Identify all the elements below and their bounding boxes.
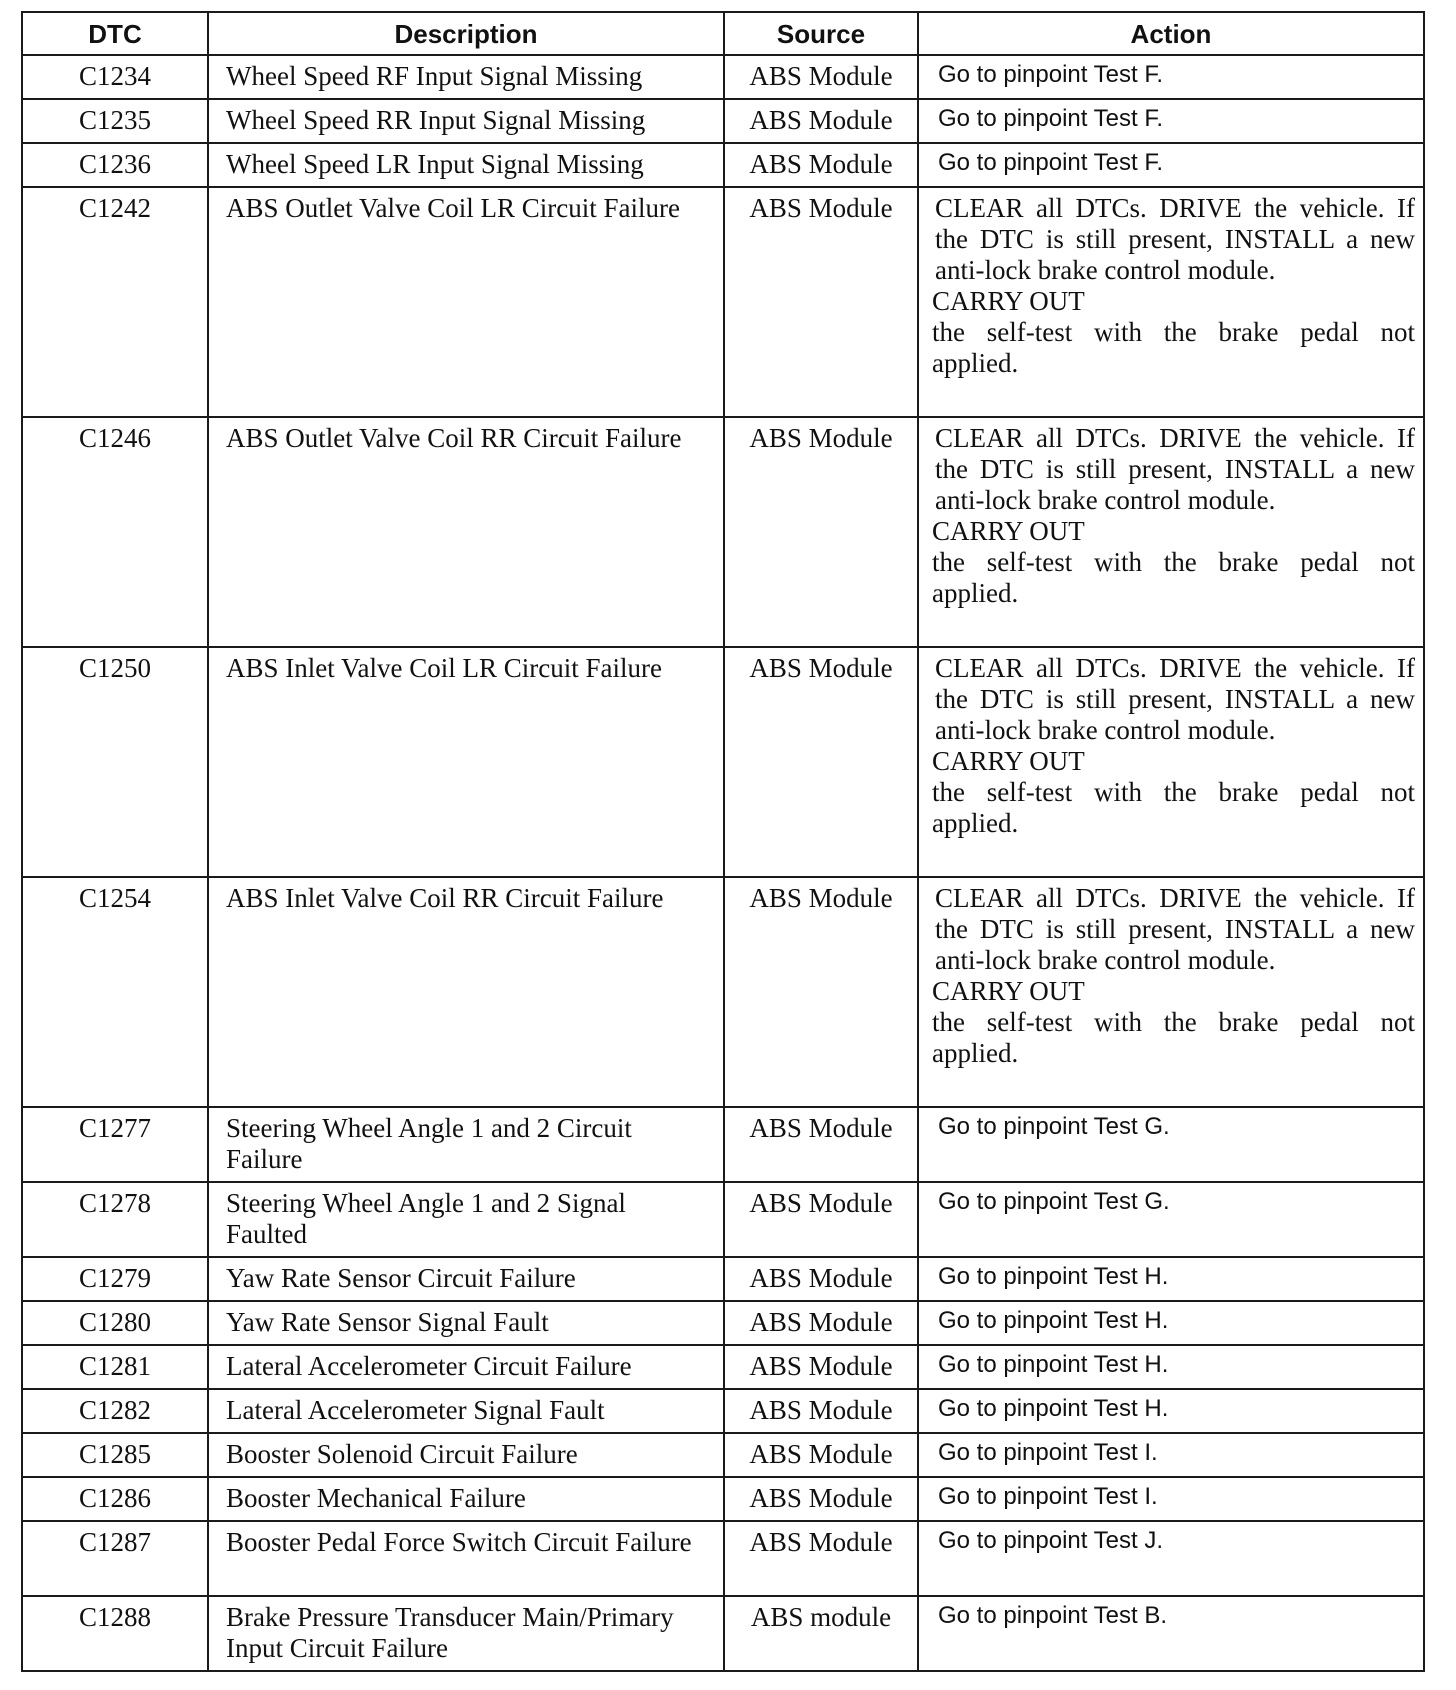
action-cell	[918, 187, 1424, 417]
source-cell: ABS Module	[724, 1477, 918, 1521]
description-cell: Yaw Rate Sensor Signal Fault	[208, 1301, 724, 1345]
dtc-code-cell: C1280	[22, 1301, 208, 1345]
action-text: CARRY OUT	[932, 286, 1085, 316]
action-text: Go to pinpoint Test H.	[938, 1395, 1169, 1422]
action-text: the self-test with the brake pedal not applied.	[932, 547, 1415, 608]
source-cell: ABS Module	[724, 417, 918, 647]
action-cell	[918, 1182, 1424, 1257]
dtc-code-cell: C1235	[22, 99, 208, 143]
action-text: CLEAR all DTCs. DRIVE the vehicle. If the DTC is still present, INSTALL a new anti-lock brake control module.	[935, 423, 1415, 515]
action-cell	[918, 55, 1424, 99]
source-cell: ABS Module	[724, 55, 918, 99]
table-row	[22, 1477, 1424, 1521]
table-row	[22, 1301, 1424, 1345]
action-text: the self-test with the brake pedal not applied.	[932, 317, 1415, 378]
dtc-code-cell: C1281	[22, 1345, 208, 1389]
action-text: Go to pinpoint Test J.	[938, 1527, 1164, 1554]
table-row	[22, 1345, 1424, 1389]
action-text: Go to pinpoint Test H.	[938, 1351, 1169, 1378]
dtc-code-cell: C1236	[22, 143, 208, 187]
action-text: the self-test with the brake pedal not applied.	[932, 1007, 1415, 1068]
description-cell: Steering Wheel Angle 1 and 2 Circuit Failure	[208, 1107, 724, 1182]
source-cell: ABS Module	[724, 1107, 918, 1182]
table-row	[22, 1521, 1424, 1596]
table-row	[22, 1107, 1424, 1182]
header-source: Source	[724, 12, 918, 55]
source-cell: ABS module	[724, 1596, 918, 1671]
dtc-code-cell: C1282	[22, 1389, 208, 1433]
source-cell: ABS Module	[724, 647, 918, 877]
source-cell: ABS Module	[724, 1182, 918, 1257]
source-cell: ABS Module	[724, 1389, 918, 1433]
dtc-code-cell: C1279	[22, 1257, 208, 1301]
action-text: Go to pinpoint Test F.	[938, 61, 1164, 88]
action-text: Go to pinpoint Test H.	[938, 1263, 1169, 1290]
source-cell: ABS Module	[724, 1433, 918, 1477]
description-cell: ABS Outlet Valve Coil LR Circuit Failure	[208, 187, 724, 417]
action-cell	[918, 1521, 1424, 1596]
action-text: CARRY OUT	[932, 746, 1085, 776]
source-cell: ABS Module	[724, 143, 918, 187]
action-cell	[918, 1257, 1424, 1301]
table-row	[22, 877, 1424, 1107]
table-body	[22, 55, 1424, 1671]
dtc-code-cell: C1288	[22, 1596, 208, 1671]
action-cell	[918, 1433, 1424, 1477]
action-cell	[918, 647, 1424, 877]
action-cell	[918, 877, 1424, 1107]
source-cell: ABS Module	[724, 1301, 918, 1345]
action-text: Go to pinpoint Test F.	[938, 149, 1164, 176]
action-text: Go to pinpoint Test G.	[938, 1113, 1170, 1140]
action-text: CLEAR all DTCs. DRIVE the vehicle. If the DTC is still present, INSTALL a new anti-lock brake control module.	[935, 883, 1415, 975]
description-cell: Lateral Accelerometer Signal Fault	[208, 1389, 724, 1433]
table-row	[22, 143, 1424, 187]
action-cell	[918, 1389, 1424, 1433]
table-row	[22, 1596, 1424, 1671]
action-text: CLEAR all DTCs. DRIVE the vehicle. If the DTC is still present, INSTALL a new anti-lock brake control module.	[935, 193, 1415, 285]
table-row	[22, 647, 1424, 877]
dtc-code-cell: C1234	[22, 55, 208, 99]
table-row	[22, 1182, 1424, 1257]
description-cell: Booster Solenoid Circuit Failure	[208, 1433, 724, 1477]
source-cell: ABS Module	[724, 1345, 918, 1389]
description-cell: Yaw Rate Sensor Circuit Failure	[208, 1257, 724, 1301]
action-text: Go to pinpoint Test G.	[938, 1188, 1170, 1215]
description-cell: Wheel Speed LR Input Signal Missing	[208, 143, 724, 187]
table-row	[22, 1257, 1424, 1301]
description-cell: ABS Outlet Valve Coil RR Circuit Failure	[208, 417, 724, 647]
action-cell	[918, 1301, 1424, 1345]
header-action: Action	[918, 12, 1424, 55]
description-cell: ABS Inlet Valve Coil RR Circuit Failure	[208, 877, 724, 1107]
description-cell: Steering Wheel Angle 1 and 2 Signal Faulted	[208, 1182, 724, 1257]
dtc-code-cell: C1286	[22, 1477, 208, 1521]
table-row	[22, 1389, 1424, 1433]
description-cell: Wheel Speed RF Input Signal Missing	[208, 55, 724, 99]
source-cell: ABS Module	[724, 187, 918, 417]
table-row	[22, 99, 1424, 143]
action-text: CLEAR all DTCs. DRIVE the vehicle. If the DTC is still present, INSTALL a new anti-lock brake control module.	[935, 653, 1415, 745]
description-cell: Booster Mechanical Failure	[208, 1477, 724, 1521]
description-cell: Brake Pressure Transducer Main/Primary Input Circuit Failure	[208, 1596, 724, 1671]
dtc-code-cell: C1242	[22, 187, 208, 417]
action-text: CARRY OUT	[932, 516, 1085, 546]
dtc-code-cell: C1250	[22, 647, 208, 877]
source-cell: ABS Module	[724, 1257, 918, 1301]
source-cell: ABS Module	[724, 877, 918, 1107]
table-row	[22, 417, 1424, 647]
header-dtc: DTC	[22, 12, 208, 55]
action-cell	[918, 417, 1424, 647]
dtc-code-cell: C1278	[22, 1182, 208, 1257]
header-row	[22, 12, 1424, 55]
action-cell	[918, 1477, 1424, 1521]
action-text: Go to pinpoint Test I.	[938, 1483, 1158, 1510]
action-cell	[918, 1596, 1424, 1671]
action-text: Go to pinpoint Test B.	[938, 1602, 1168, 1629]
table-row	[22, 55, 1424, 99]
dtc-code-cell: C1277	[22, 1107, 208, 1182]
table-row	[22, 1433, 1424, 1477]
action-cell	[918, 99, 1424, 143]
description-cell: Wheel Speed RR Input Signal Missing	[208, 99, 724, 143]
action-text: Go to pinpoint Test H.	[938, 1307, 1169, 1334]
source-cell: ABS Module	[724, 1521, 918, 1596]
dtc-table	[21, 11, 1425, 1672]
header-description: Description	[208, 12, 724, 55]
action-text: Go to pinpoint Test F.	[938, 105, 1164, 132]
dtc-code-cell: C1287	[22, 1521, 208, 1596]
dtc-code-cell: C1246	[22, 417, 208, 647]
table-row	[22, 187, 1424, 417]
action-cell	[918, 143, 1424, 187]
source-cell: ABS Module	[724, 99, 918, 143]
dtc-code-cell: C1285	[22, 1433, 208, 1477]
description-cell: ABS Inlet Valve Coil LR Circuit Failure	[208, 647, 724, 877]
action-text: Go to pinpoint Test I.	[938, 1439, 1158, 1466]
description-cell: Booster Pedal Force Switch Circuit Failure	[208, 1521, 724, 1596]
action-text: CARRY OUT	[932, 976, 1085, 1006]
action-cell	[918, 1345, 1424, 1389]
description-cell: Lateral Accelerometer Circuit Failure	[208, 1345, 724, 1389]
action-cell	[918, 1107, 1424, 1182]
action-text: the self-test with the brake pedal not applied.	[932, 777, 1415, 838]
dtc-code-cell: C1254	[22, 877, 208, 1107]
